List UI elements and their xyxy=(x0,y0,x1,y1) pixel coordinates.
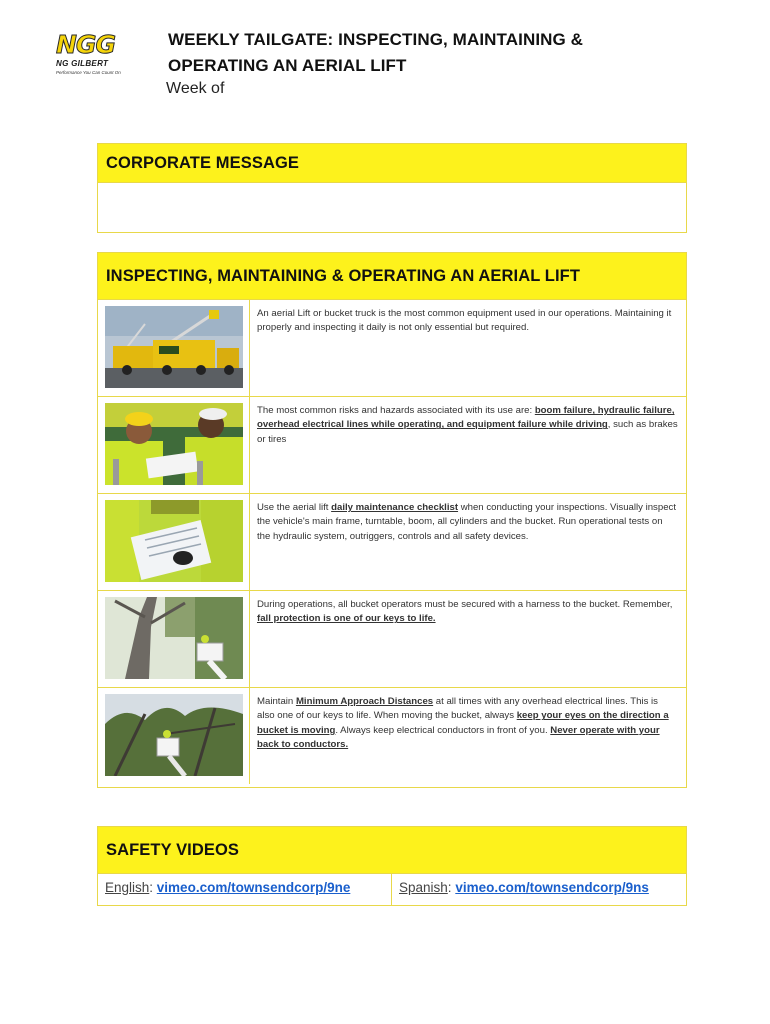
spanish-label: Spanish xyxy=(399,880,448,895)
inline-text: During operations, all bucket operators must be secured with a harness to the bucket. Remember, xyxy=(257,599,673,610)
row-image xyxy=(98,688,250,784)
inline-text: The most common risks and hazards associated with its use are: xyxy=(257,405,535,416)
row-text xyxy=(250,397,686,493)
content-row xyxy=(98,590,686,687)
inline-text: Maintain xyxy=(257,696,296,707)
logo-mark: NGG xyxy=(56,30,115,59)
content-row xyxy=(98,687,686,784)
week-of-label: Week of xyxy=(166,80,225,97)
content-row xyxy=(98,493,686,590)
aerial-lift-heading: INSPECTING, MAINTAINING & OPERATING AN AERIAL LIFT xyxy=(98,253,686,299)
row-text xyxy=(250,688,686,784)
inline-text: when conducting your inspections. Visually inspect the vehicle's main frame, turntable, boom, all cylinders and the bucket. Run operational tests on the hydraulic system, outriggers, controls and all safety devices. xyxy=(257,502,676,542)
inline-link[interactable]: daily maintenance checklist xyxy=(331,502,459,513)
corporate-message-body xyxy=(98,182,686,233)
logo-tagline: Performance You Can Count On xyxy=(56,70,121,75)
inline-link[interactable]: keep your eyes on the direction a bucket is moving xyxy=(257,710,669,736)
row-text xyxy=(250,300,686,396)
inline-link[interactable]: boom failure, hydraulic failure, overhead electrical lines while operating, and equipment failure while driving xyxy=(257,405,675,431)
corporate-message-section xyxy=(97,143,687,233)
corporate-message-heading: CORPORATE MESSAGE xyxy=(98,144,686,182)
inline-link[interactable]: fall protection is one of our keys to life. xyxy=(257,613,436,625)
safety-videos-heading: SAFETY VIDEOS xyxy=(98,827,686,873)
row-text xyxy=(250,494,686,590)
inline-text: An aerial Lift or bucket truck is the most common equipment used in our operations. Maintaining it properly and inspecting it daily is not only essential but required. xyxy=(257,308,672,334)
spanish-video-link[interactable]: vimeo.com/townsendcorp/9ns xyxy=(455,880,649,895)
english-label: English xyxy=(105,880,150,895)
inline-text: at all times with any overhead electrical lines. This is also one of our keys to life. When moving the bucket, always xyxy=(257,696,658,722)
row-image xyxy=(98,300,250,396)
bucket-in-tree-photo xyxy=(105,597,243,679)
company-logo xyxy=(52,32,130,78)
page-title: WEEKLY TAILGATE: INSPECTING, MAINTAINING & OPERATING AN AERIAL LIFT xyxy=(168,30,584,75)
inline-text: Use the aerial lift xyxy=(257,502,332,513)
inline-link[interactable]: Never operate with your back to conductors. xyxy=(257,724,660,751)
row-image xyxy=(98,591,250,687)
inline-text: . Always keep electrical conductors in front of you. xyxy=(335,724,551,736)
safety-videos-section xyxy=(97,826,687,906)
content-row xyxy=(98,299,686,396)
aerial-lift-section xyxy=(97,252,687,788)
content-row xyxy=(98,396,686,493)
inline-text: , such as brakes or tires xyxy=(257,419,678,445)
checklist-clipboard-photo xyxy=(105,500,243,582)
bucket-trucks-photo xyxy=(105,306,243,388)
spanish-video-cell: Spanish: vimeo.com/townsendcorp/9ns xyxy=(399,880,649,895)
logo-company-name: NG GILBERT xyxy=(56,59,109,68)
english-video-link[interactable]: vimeo.com/townsendcorp/9ne xyxy=(156,880,351,895)
row-image xyxy=(98,494,250,590)
video-links-row xyxy=(98,873,686,905)
row-text xyxy=(250,591,686,687)
row-image xyxy=(98,397,250,493)
workers-reviewing-plans-photo xyxy=(105,403,243,485)
inline-link[interactable]: Minimum Approach Distances xyxy=(295,696,434,707)
english-video-cell: English: vimeo.com/townsendcorp/9ne xyxy=(98,874,392,905)
bucket-near-branches-photo xyxy=(105,694,243,776)
